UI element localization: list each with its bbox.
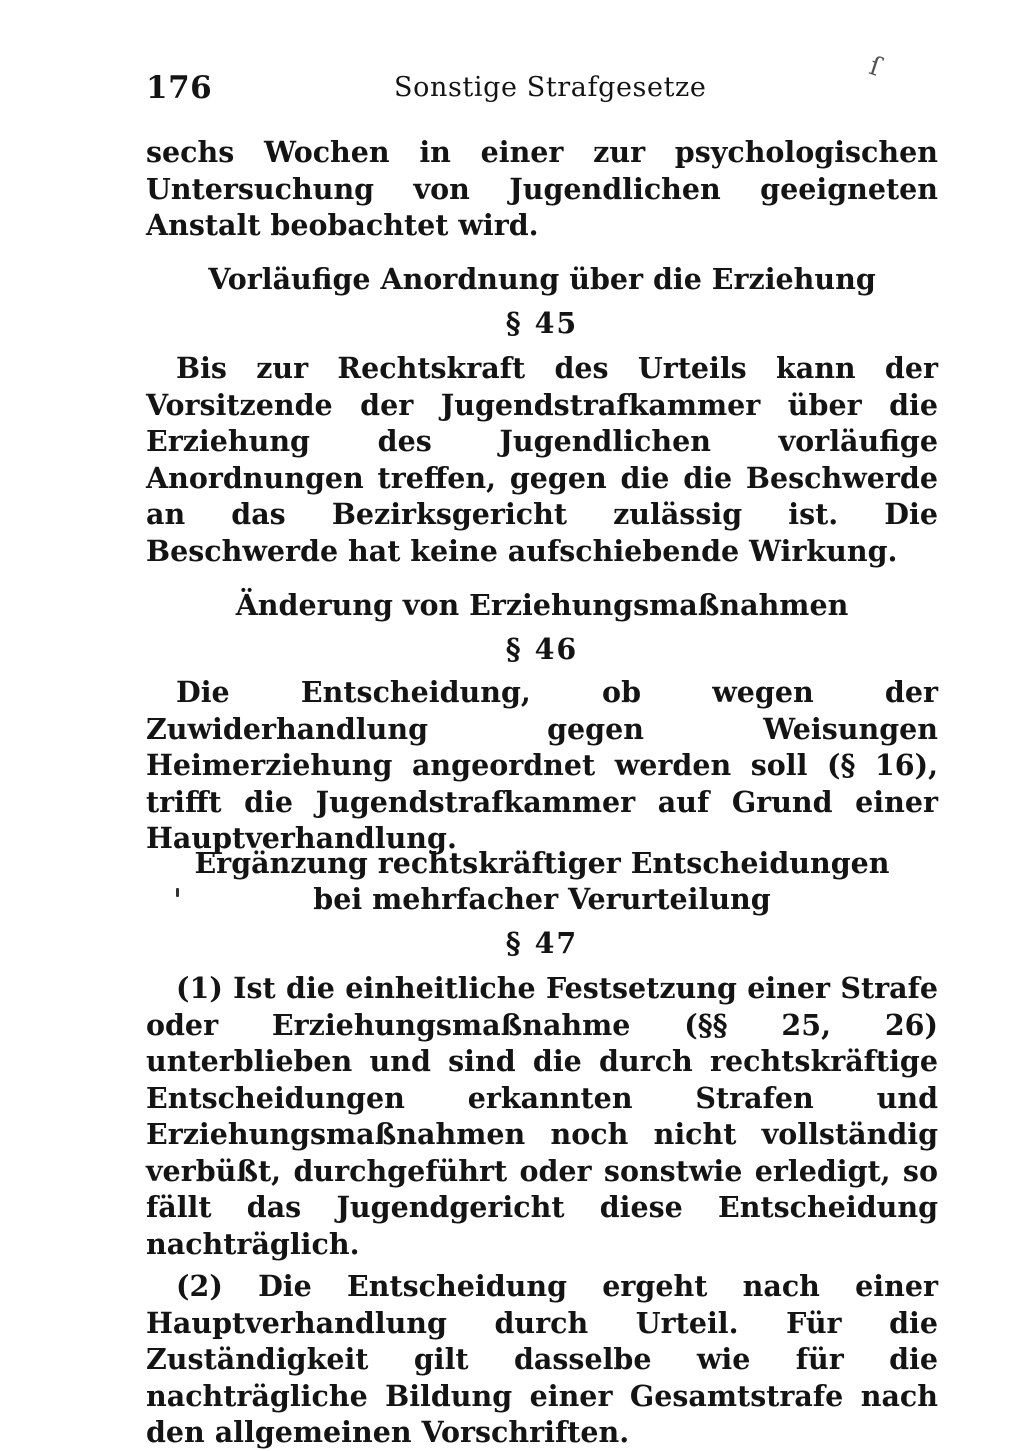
stray-ink-mark: ſ <box>865 51 885 83</box>
section-45-number: § 45 <box>505 306 579 340</box>
running-head <box>146 70 936 110</box>
section-46-number: § 46 <box>505 632 579 666</box>
section-45-heading: Vorläufige Anordnung über die Erziehung <box>208 262 876 296</box>
section-46-paragraph: Die Entscheidung, ob wegen der Zuwiderhandlung gegen Weisungen Heimerziehung angeordnet werden soll (§ 16), trifft die Jugendstrafkammer auf Grund einer Hauptverhandlung. <box>146 675 938 855</box>
section-46-heading: Änderung von Erziehungsmaßnahmen <box>235 588 849 622</box>
section-47-heading-line-1: Ergänzung rechtskräftiger Entscheidungen <box>194 846 890 880</box>
section-47-paragraph-2: (2) Die Entscheidung ergeht nach einer Hauptverhandlung durch Urteil. Für die Zuständigkeit gilt dasselbe wie für die nachträgliche Bildung einer Gesamtstrafe nach den allgemeinen Vorschriften. <box>146 1269 938 1449</box>
section-46-body <box>146 674 938 857</box>
section-47-body <box>146 970 938 1451</box>
intro-paragraph: sechs Wochen in einer zur psychologischen Untersuchung von Jugendlichen geeigneten Anstalt beobachtet wird. <box>146 135 938 242</box>
section-47-paragraph-1: (1) Ist die einheitliche Festsetzung einer Strafe oder Erziehungsmaßnahme (§§ 25, 26) unterblieben und sind die durch rechtskräftige Entscheidungen erkannten Strafen und Erziehungsmaßnahmen noch nicht vollständig verbüßt, durchgeführt oder sonstwie erledigt, so fällt das Jugendgericht diese Entscheidung nachträglich. <box>146 971 938 1261</box>
running-title: Sonstige Strafgesetze <box>394 72 707 103</box>
intro-paragraph-block <box>146 134 938 244</box>
section-45-paragraph: Bis zur Rechtskraft des Urteils kann der Vorsitzende der Jugendstrafkammer über die Erziehung des Jugendlichen vorläufige Anordnungen treffen, gegen die die Beschwerde an das Bezirksgericht zulässig ist. Die Beschwerde hat keine aufschiebende Wirkung. <box>146 351 938 568</box>
section-47-number: § 47 <box>505 926 579 960</box>
section-45-body <box>146 350 938 569</box>
page-number: 176 <box>146 70 213 106</box>
section-47-heading-line-2: bei mehrfacher Verurteilung <box>313 882 771 916</box>
stray-ink-dot <box>176 888 179 897</box>
